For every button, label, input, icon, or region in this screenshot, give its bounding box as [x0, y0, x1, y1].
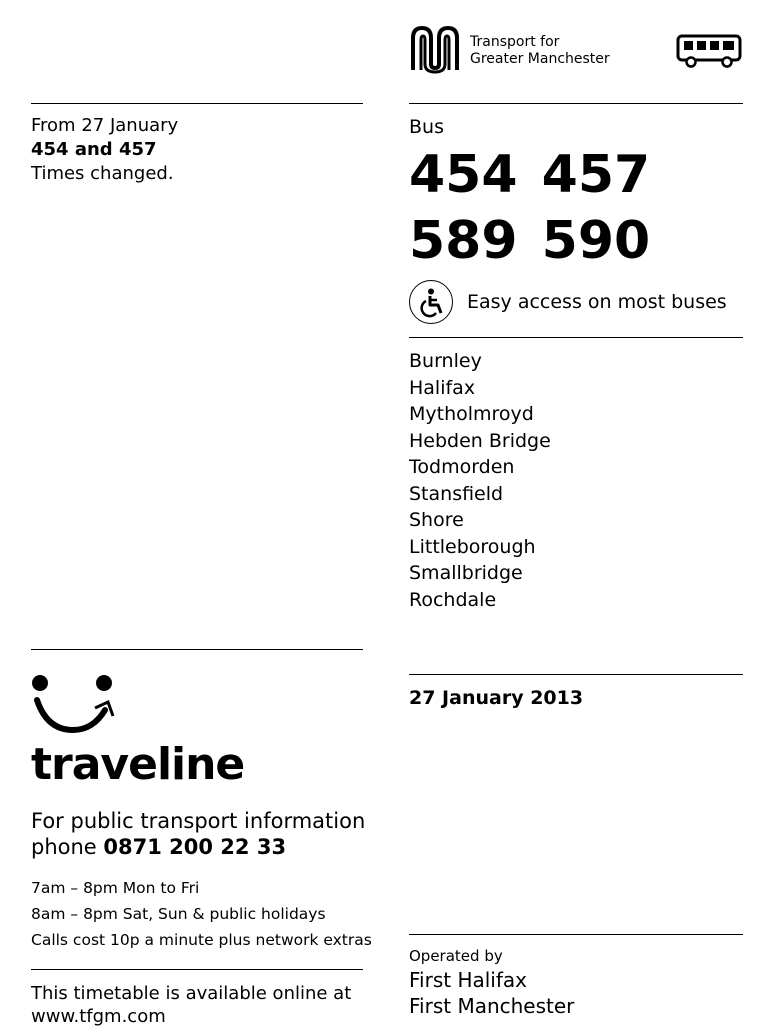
places-list: [409, 348, 551, 613]
mode-label: Bus: [409, 116, 444, 138]
operator-name: First Manchester: [409, 994, 575, 1018]
hours-weekend: 8am – 8pm Sat, Sun & public holidays: [31, 905, 326, 923]
divider: [409, 103, 743, 104]
wheelchair-icon: [418, 288, 446, 318]
notice-routes: 454 and 457: [31, 139, 157, 160]
divider: [409, 674, 743, 675]
divider: [31, 969, 363, 970]
online-notice: [31, 982, 351, 1028]
online-url[interactable]: www.tfgm.com: [31, 1006, 166, 1027]
online-line: This timetable is available online at: [31, 983, 352, 1004]
list-item: Stansfield: [409, 482, 504, 505]
list-item: Todmorden: [409, 456, 515, 478]
operator-block: [409, 945, 574, 1019]
list-item: Hebden Bridge: [409, 429, 551, 452]
traveline-smile-icon: [31, 672, 121, 742]
divider: [409, 337, 743, 338]
effective-date: 27 January 2013: [409, 687, 584, 709]
brand-line-2: Greater Manchester: [470, 51, 610, 67]
list-item: Halifax: [409, 376, 476, 399]
tfgm-wordmark: [470, 34, 610, 68]
list-item: Mytholmroyd: [409, 403, 534, 425]
route-numbers-row-1: 454 457: [409, 145, 651, 205]
accessibility-badge: [409, 280, 453, 324]
operator-label: Operated by: [409, 947, 503, 965]
list-item: Rochdale: [409, 588, 497, 611]
notice-change: Times changed.: [31, 163, 174, 184]
divider: [31, 103, 363, 104]
divider: [31, 649, 363, 650]
traveline-hours: [31, 875, 372, 953]
list-item: Smallbridge: [409, 562, 523, 584]
list-item: Littleborough: [409, 535, 536, 558]
operator-name: First Halifax: [409, 968, 527, 992]
info-line-1: For public transport information: [31, 809, 366, 833]
phone-number[interactable]: 0871 200 22 33: [103, 835, 287, 859]
divider: [409, 934, 743, 935]
change-notice: [31, 114, 178, 186]
traveline-wordmark: traveline: [31, 739, 245, 790]
notice-date: From 27 January: [31, 115, 179, 136]
tfgm-logo-icon: [409, 24, 463, 74]
access-text: Easy access on most buses: [467, 291, 727, 313]
call-cost: Calls cost 10p a minute plus network extras: [31, 931, 372, 949]
brand-line-1: Transport for: [470, 34, 560, 50]
tfgm-logo: [409, 24, 609, 74]
hours-weekday: 7am – 8pm Mon to Fri: [31, 879, 200, 897]
bus-icon: [675, 34, 743, 68]
route-numbers-row-2: 589 590: [409, 211, 651, 271]
list-item: Shore: [409, 509, 464, 531]
list-item: Burnley: [409, 350, 482, 372]
info-line-2: phone 0871 200 22 33: [31, 835, 287, 859]
traveline-info: [31, 808, 365, 860]
